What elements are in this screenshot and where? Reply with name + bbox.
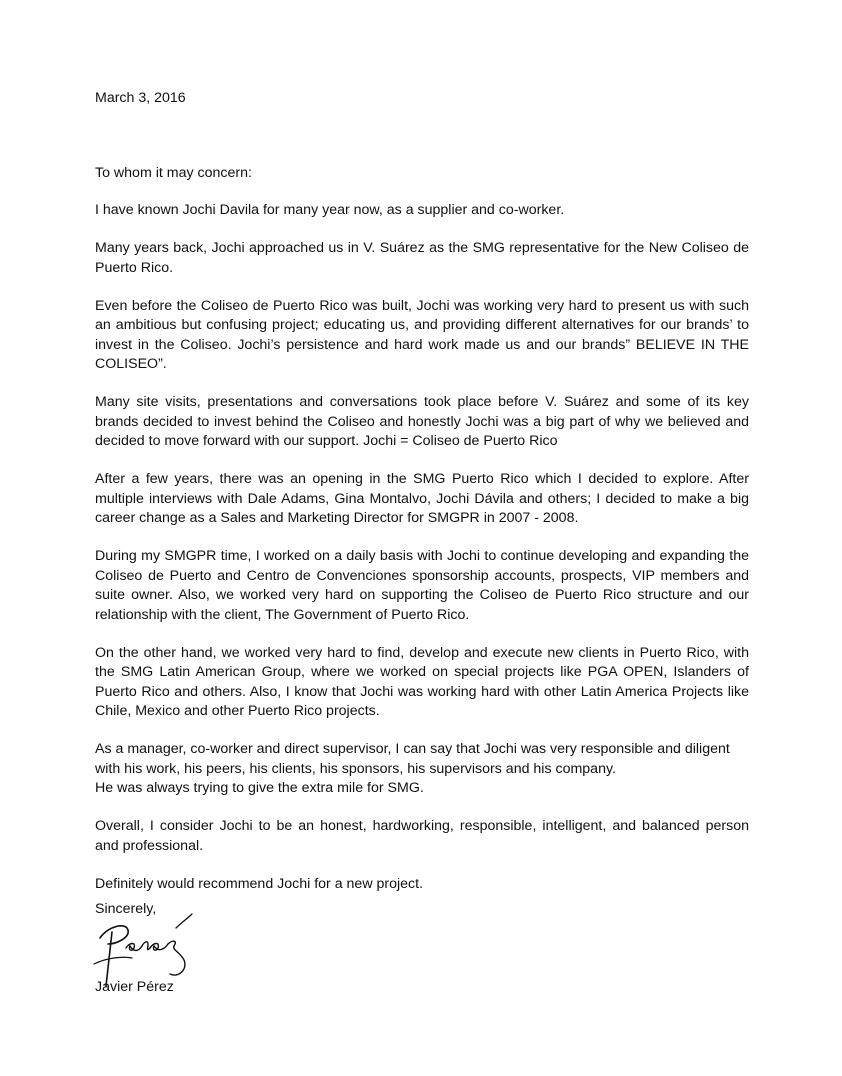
paragraph-smgpr-time: During my SMGPR time, I worked on a daily basis with Jochi to continue developing and expanding the Coliseo de Puerto and Centro de Convenciones sponsorship accounts, prospects, VIP members and suite owner. Also, we worked very hard on supporting the Coliseo de Puerto Rico structure and our relationship with the client, The Government of Puerto Rico. <box>95 548 749 623</box>
paragraph-career-change: After a few years, there was an opening in the SMG Puerto Rico which I decided to explore. After multiple interviews with Dale Adams, Gina Montalvo, Jochi Dávila and others; I decided to make a big career change as a Sales and Marketing Director for SMGPR in 2007 - 2008. <box>95 471 749 526</box>
paragraph-history: Many years back, Jochi approached us in V. Suárez as the SMG representative for the New Coliseo de Puerto Rico. <box>95 240 749 276</box>
supervisor-line-3: He was always trying to give the extra mile for SMG. <box>95 780 424 796</box>
paragraph-recommendation: Definitely would recommend Jochi for a new project. <box>95 875 424 892</box>
paragraph-coliseo-project: Even before the Coliseo de Puerto Rico was built, Jochi was working very hard to present us with such an ambitious but confusing project; educating us, and providing different alternatives for our brands’ to invest in the Coliseo. Jochi’s persistence and hard work made us and our brands” BELIEVE IN THE COLISEO”. <box>95 297 749 372</box>
letter-date: March 3, 2016 <box>95 90 186 106</box>
paragraph-supervisor <box>95 740 749 799</box>
paragraph-overall: Overall, I consider Jochi to be an honest, hardworking, responsible, intelligent, and balanced person and professional. <box>95 818 749 854</box>
salutation: To whom it may concern: <box>95 165 252 181</box>
paragraph-acquaintance: I have known Jochi Davila for many year now, as a supplier and co-worker. <box>95 202 565 218</box>
signer-name: Javier Pérez <box>95 979 174 995</box>
letter-body <box>95 201 749 913</box>
supervisor-line-2: with his work, his peers, his clients, his sponsors, his supervisors and his company. <box>95 760 616 777</box>
supervisor-line-1: As a manager, co-worker and direct supervisor, I can say that Jochi was very responsible and diligent <box>95 741 730 757</box>
paragraph-site-visits: Many site visits, presentations and conversations took place before V. Suárez and some of its key brands decided to invest behind the Coliseo and honestly Jochi was a big part of why we believed and decided to move forward with our support. Jochi = Coliseo de Puerto Rico <box>95 394 749 449</box>
paragraph-new-clients: On the other hand, we worked very hard to find, develop and execute new clients in Puerto Rico, with the SMG Latin American Group, where we worked on special projects like PGA OPEN, Islanders of Puerto Rico and others. Also, I know that Jochi was working hard with other Latin America Projects like Chile, Mexico and other Puerto Rico projects. <box>95 644 749 719</box>
closing: Sincerely, <box>95 901 157 917</box>
